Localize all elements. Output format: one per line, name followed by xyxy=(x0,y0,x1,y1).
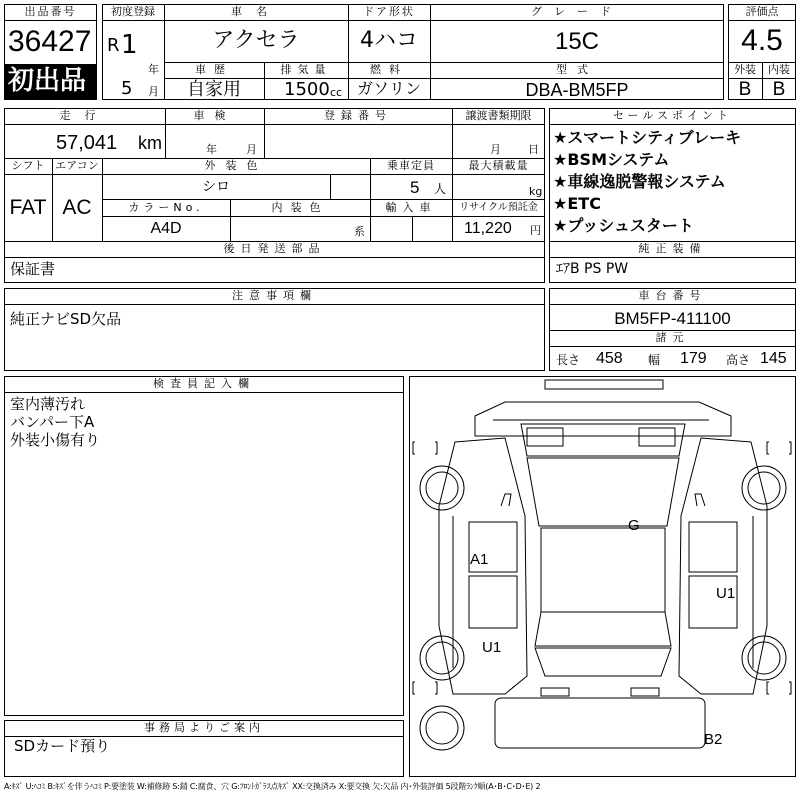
rear-door-left xyxy=(469,576,517,628)
shift-label: シフト xyxy=(11,159,45,172)
grade-label: グレード xyxy=(531,5,623,18)
chassis-number: BM5FP-411100 xyxy=(614,309,731,328)
office-text: SDカード預り xyxy=(14,737,111,755)
color-no: A4D xyxy=(150,220,182,237)
front-bumper xyxy=(475,402,731,436)
sales-item: ★スマートシティブレーキ xyxy=(553,128,742,147)
inspector-line: 室内薄汚れ xyxy=(10,395,86,413)
recycle: 11,220 xyxy=(464,220,512,237)
sales-item: ★BSMシステム xyxy=(553,150,670,169)
model: DBA-BM5FP xyxy=(525,80,629,100)
color: シロ xyxy=(202,179,230,195)
equipment: ｴｱB PS PW xyxy=(556,261,629,277)
recycle-label: リサイクル預託金 xyxy=(459,202,538,213)
month-unit: 月 xyxy=(148,85,159,98)
damage-mark: U1 xyxy=(482,639,502,656)
damage-mark: B2 xyxy=(704,731,723,748)
bracket xyxy=(413,442,415,454)
sales-item: ★ETC xyxy=(553,194,601,213)
divider xyxy=(164,78,724,79)
ac-label: エアコン xyxy=(55,159,99,172)
office-label: 事務局よりご案内 xyxy=(144,721,264,734)
bracket xyxy=(435,682,437,694)
first-reg-label: 初度登録 xyxy=(111,5,155,18)
sales-item: ★車線逸脱警報システム xyxy=(553,172,726,191)
reg-number-label: 登録番号 xyxy=(324,109,392,122)
bracket xyxy=(767,442,769,454)
bracket xyxy=(413,682,415,694)
interior-color-label: 内装色 xyxy=(271,201,329,214)
transfer-month-unit: 月 xyxy=(490,143,501,156)
headlight-right xyxy=(639,428,675,446)
year-unit: 年 xyxy=(148,63,159,76)
deferred-label: 後日発送部品 xyxy=(223,242,326,255)
car-diagram xyxy=(409,376,796,777)
lot-number: 36427 xyxy=(8,25,92,58)
first-listing-label: 初出品 xyxy=(8,66,87,96)
divider xyxy=(330,174,331,199)
spare-wheel xyxy=(420,706,464,750)
bracket xyxy=(789,682,791,694)
inspection-label: 車検 xyxy=(193,109,236,122)
divider xyxy=(4,20,97,21)
mileage-label: 走行 xyxy=(59,109,110,122)
fuel: ガソリン xyxy=(356,79,421,98)
mirror-right xyxy=(695,494,705,506)
exterior-label: 外装 xyxy=(734,63,756,76)
height-label: 高さ xyxy=(726,353,751,367)
wheel-front-left xyxy=(420,466,464,510)
era: R xyxy=(107,35,120,56)
wheel-front-right-inner xyxy=(748,472,780,504)
transfer-label: 譲渡書類期限 xyxy=(465,109,532,122)
deferred: 保証書 xyxy=(10,260,56,278)
divider xyxy=(4,174,545,175)
divider xyxy=(102,20,724,21)
legend: A:ｷｽﾞ U:ﾍｺﾐ B:ｷｽﾞを伴うﾍｺﾐ P:要塗装 W:補修跡 S:錆 C:腐食、穴 G:ﾌﾛﾝﾄｶﾞﾗｽ点ｷｽﾞ XX:交換済み X:要交換 欠:欠品 内･外装評価 5段階ﾗﾝｸ順(A･B･C･D･E) 2 xyxy=(4,782,541,791)
interior-label: 内装 xyxy=(768,63,790,76)
damage-mark: G xyxy=(628,517,640,534)
interior-grade: B xyxy=(772,79,786,100)
shift: FAT xyxy=(9,196,47,219)
mileage: 57,041 xyxy=(56,132,118,154)
rear-bumper-outline xyxy=(495,698,705,748)
divider xyxy=(728,20,796,21)
grade: 15C xyxy=(554,28,600,55)
load-label: 最大積載量 xyxy=(468,159,529,172)
sales-item: ★プッシュスタート xyxy=(553,216,694,235)
score: 4.5 xyxy=(741,24,783,57)
length-label: 長さ xyxy=(556,353,581,367)
right-body xyxy=(679,438,767,694)
recycle-unit: 円 xyxy=(530,224,541,237)
divider xyxy=(549,346,796,347)
inspector-label: 検査員記入欄 xyxy=(153,377,255,390)
seats-label: 乗車定員 xyxy=(387,159,435,172)
notes-text: 純正ナビSD欠品 xyxy=(10,310,122,328)
divider xyxy=(102,199,545,200)
divider xyxy=(4,392,404,393)
model-label: 型式 xyxy=(556,63,598,76)
hood-outline xyxy=(521,424,685,456)
door: 4ハコ xyxy=(360,28,418,53)
roof xyxy=(541,528,665,612)
transfer-day-unit: 日 xyxy=(528,143,539,156)
divider xyxy=(549,304,796,305)
windshield xyxy=(527,458,679,526)
wheel-front-left-inner xyxy=(426,472,458,504)
divider xyxy=(412,216,413,241)
interior-color-unit: 系 xyxy=(354,225,365,238)
divider xyxy=(102,216,545,217)
divider xyxy=(4,257,545,258)
inspector-line: バンパー下A xyxy=(10,413,95,431)
length: 458 xyxy=(596,350,623,367)
wheel-front-right xyxy=(742,466,786,510)
rear-door-right xyxy=(689,576,737,628)
displacement-unit: cc xyxy=(330,86,343,99)
car-name: アクセラ xyxy=(212,28,300,53)
front-door-right xyxy=(689,522,737,572)
damage-mark: U1 xyxy=(716,585,736,602)
reg-year: 1 xyxy=(121,30,138,60)
mileage-unit: km xyxy=(138,133,162,153)
bracket xyxy=(789,442,791,454)
width: 179 xyxy=(680,350,707,367)
trunk xyxy=(535,648,671,676)
displacement-label: 排気量 xyxy=(280,63,332,76)
color-label: 外装色 xyxy=(204,159,268,172)
equipment-label: 純正装備 xyxy=(638,242,707,255)
score-label: 評価点 xyxy=(745,5,779,18)
chassis-label: 車台番号 xyxy=(638,289,707,302)
inspector-line: 外装小傷有り xyxy=(10,431,101,449)
height: 145 xyxy=(760,350,787,367)
spare-wheel-inner xyxy=(426,712,458,744)
mirror-left xyxy=(501,494,511,506)
lot-label: 出品番号 xyxy=(24,5,77,18)
dims-label: 諸元 xyxy=(655,331,690,344)
divider xyxy=(549,124,796,125)
tail-light-right xyxy=(631,688,659,696)
headlight-left xyxy=(527,428,563,446)
load-unit: kg xyxy=(529,185,543,198)
inspection-year-unit: 年 xyxy=(206,143,217,156)
roof-strip xyxy=(545,380,663,389)
width-label: 幅 xyxy=(648,353,661,367)
notes-label: 注意事項欄 xyxy=(232,289,317,302)
import-label: 輸入車 xyxy=(385,201,437,214)
bracket xyxy=(767,682,769,694)
displacement: 1500 xyxy=(284,79,330,100)
reg-month: 5 xyxy=(121,78,133,99)
inspection-month-unit: 月 xyxy=(246,143,257,156)
sales-label: セールスポイント xyxy=(612,109,732,122)
history-label: 車歴 xyxy=(195,63,233,76)
door-label: ドア形状 xyxy=(363,5,415,18)
car-name-label: 車名 xyxy=(231,5,281,18)
fuel-label: 燃料 xyxy=(370,63,408,76)
bracket xyxy=(435,442,437,454)
color-no-label: カラーNo. xyxy=(128,201,204,214)
history: 自家用 xyxy=(187,79,241,100)
divider xyxy=(4,304,545,305)
divider xyxy=(549,257,796,258)
damage-mark: A1 xyxy=(470,551,489,568)
divider xyxy=(4,124,545,125)
ac: AC xyxy=(62,196,92,219)
rear-window xyxy=(535,612,671,646)
tail-light-left xyxy=(541,688,569,696)
exterior-grade: B xyxy=(738,79,752,100)
seats-unit: 人 xyxy=(434,182,447,196)
seats: 5 xyxy=(410,178,420,197)
